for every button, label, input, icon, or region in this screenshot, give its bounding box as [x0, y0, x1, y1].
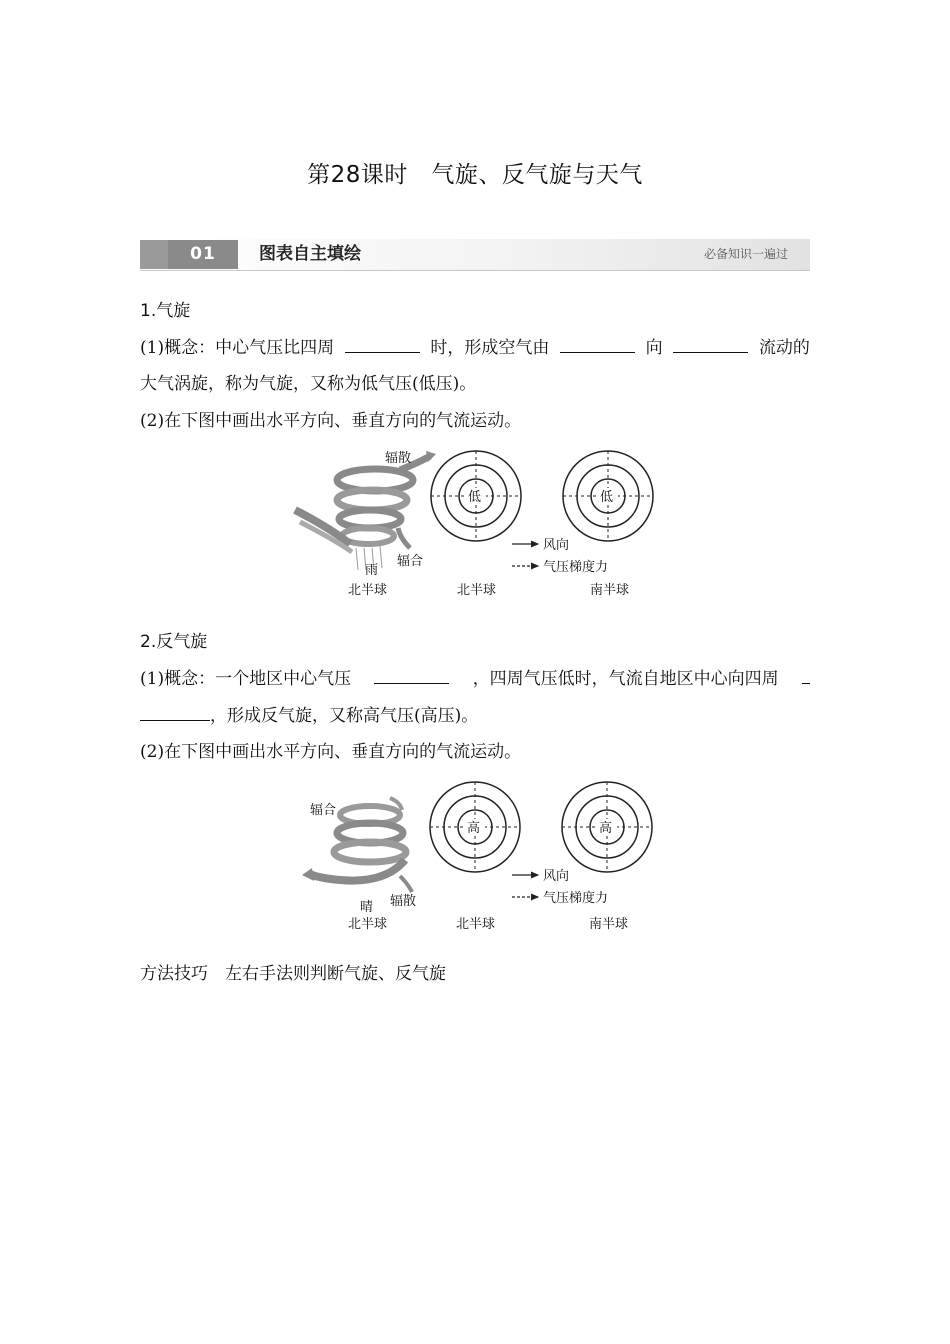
cyclone-figure — [290, 448, 670, 598]
anticyclone-concept-mid: ，四周气压低时，气流自地区中心向四周 — [472, 669, 779, 689]
cyclone-concept-mid1: 时，形成空气由 — [430, 338, 550, 358]
blank-field[interactable] — [140, 704, 210, 721]
blank-field[interactable] — [374, 667, 449, 684]
cyclone-spiral — [295, 451, 436, 570]
cyclone-center-label-nh: 低 — [468, 490, 482, 505]
anticyclone-caption-right: 南半球 — [589, 917, 629, 930]
cyclone-caption-right: 南半球 — [590, 583, 630, 598]
anticyclone-concept-line2 — [140, 704, 810, 728]
cyclone-concept-end: 流动的 — [758, 338, 810, 358]
cyclone-weather-label: 雨 — [365, 563, 379, 578]
section-subtitle: 必备知识一遍过 — [703, 247, 788, 261]
cyclone-legend-pressure: 气压梯度力 — [543, 560, 609, 575]
cyclone-caption-mid: 北半球 — [457, 583, 497, 598]
cyclone-concept-line1 — [140, 336, 810, 360]
method-tip: 方法技巧 左右手法则判断气旋、反气旋 — [140, 964, 446, 984]
section-header — [140, 239, 810, 271]
anticyclone-weather-label: 晴 — [360, 900, 374, 915]
cyclone-bottom-label: 辐合 — [397, 554, 424, 569]
page-title: 第28课时 气旋、反气旋与天气 — [307, 162, 643, 188]
section-bar-accent — [140, 240, 168, 269]
anticyclone-bottom-label: 辐散 — [390, 894, 417, 909]
anticyclone-concept-prefix: (1)概念：一个地区中心气压 — [140, 669, 352, 689]
cyclone-top-label: 辐散 — [385, 451, 412, 466]
section-number: 01 — [168, 240, 238, 269]
blank-field[interactable] — [673, 336, 748, 353]
anticyclone-caption-left: 北半球 — [348, 917, 388, 930]
anticyclone-legend-wind: 风向 — [543, 869, 570, 884]
anticyclone-center-label-nh: 高 — [467, 821, 481, 836]
blank-field[interactable] — [560, 336, 635, 353]
blank-field[interactable] — [802, 667, 810, 684]
blank-field[interactable] — [345, 336, 420, 353]
anticyclone-concept-line1 — [140, 667, 810, 691]
cyclone-concept-line2: 大气涡旋，称为气旋，又称为低气压(低压)。 — [140, 374, 477, 394]
cyclone-concept-prefix: (1)概念：中心气压比四周 — [140, 338, 335, 358]
cyclone-heading: 1.气旋 — [140, 301, 191, 321]
cyclone-caption-left: 北半球 — [348, 583, 388, 598]
section-title: 图表自主填绘 — [259, 244, 361, 264]
cyclone-concept-mid2: 向 — [645, 338, 663, 358]
anticyclone-figure — [290, 780, 670, 930]
cyclone-center-label-sh: 低 — [600, 490, 614, 505]
anticyclone-top-label: 辐合 — [310, 803, 337, 818]
anticyclone-diagram — [290, 780, 670, 930]
anticyclone-center-label-sh: 高 — [599, 821, 613, 836]
anticyclone-caption-mid: 北半球 — [456, 917, 496, 930]
cyclone-instruction: (2)在下图中画出水平方向、垂直方向的气流运动。 — [140, 411, 522, 431]
cyclone-diagram — [290, 448, 670, 598]
anticyclone-heading: 2.反气旋 — [140, 632, 208, 652]
anticyclone-instruction: (2)在下图中画出水平方向、垂直方向的气流运动。 — [140, 742, 522, 762]
anticyclone-concept-line2-end: ，形成反气旋，又称高气压(高压)。 — [210, 706, 479, 726]
anticyclone-legend-pressure: 气压梯度力 — [543, 891, 609, 906]
cyclone-legend-wind: 风向 — [543, 538, 570, 553]
